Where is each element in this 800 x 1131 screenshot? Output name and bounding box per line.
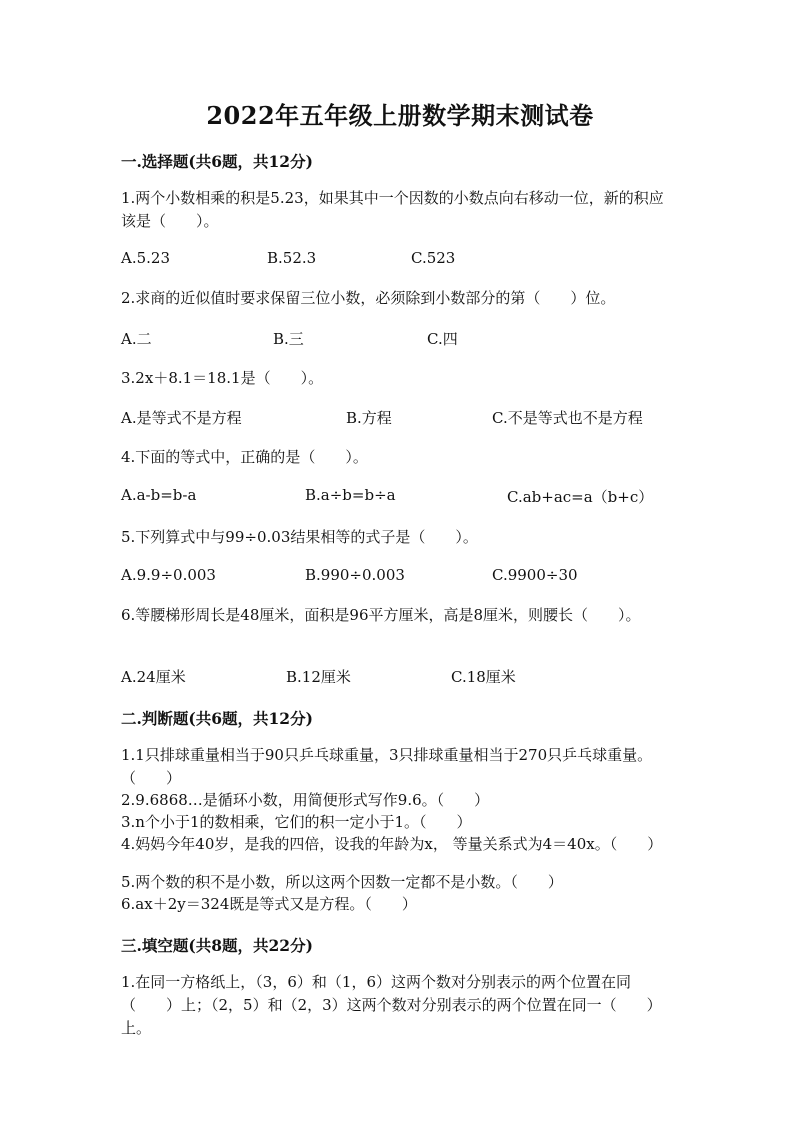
option-a: A.是等式不是方程 — [121, 409, 242, 427]
question-4-options — [121, 486, 681, 510]
question-1-options — [121, 249, 681, 273]
option-b: B.990÷0.003 — [305, 566, 405, 584]
option-b: B.52.3 — [267, 249, 317, 267]
option-c: C.523 — [411, 249, 456, 267]
judge-item-4: 4.妈妈今年40岁，是我的四倍，设我的年龄为x， 等量关系式为4＝40x。（ ） — [121, 835, 663, 853]
page-title: 2022年五年级上册数学期末测试卷 — [206, 101, 594, 130]
question-3: 3.2x＋8.1＝18.1是（ ）。 — [121, 369, 324, 387]
question-5-options — [121, 566, 681, 590]
option-a: A.二 — [121, 330, 152, 348]
option-b: B.方程 — [346, 409, 392, 427]
question-2-options — [121, 328, 681, 352]
question-2: 2.求商的近似值时要求保留三位小数，必须除到小数部分的第（ ）位。 — [121, 289, 616, 307]
question-3-options — [121, 407, 681, 431]
question-4: 4.下面的等式中，正确的是（ ）。 — [121, 448, 368, 466]
judge-item-1: 1.1只排球重量相当于90只乒乓球重量，3只排球重量相当于270只乒乓球重量。（ ） — [121, 746, 653, 787]
judge-item-2: 2.9.6868…是循环小数，用简便形式写作9.6。（ ） — [121, 791, 490, 809]
option-b: B.a÷b=b÷a — [305, 486, 396, 504]
section-heading-judge: 二.判断题(共6题，共12分) — [121, 709, 313, 728]
option-a: A.5.23 — [121, 249, 170, 267]
judge-item-6: 6.ax＋2y＝324既是等式又是方程。（ ） — [121, 895, 417, 913]
option-c: C.ab+ac=a（b+c） — [507, 488, 654, 506]
judge-item-5: 5.两个数的积不是小数，所以这两个因数一定都不是小数。（ ） — [121, 873, 563, 891]
option-c: C.四 — [427, 330, 458, 348]
section-heading-fill: 三.填空题(共8题，共22分) — [121, 936, 313, 955]
question-5: 5.下列算式中与99÷0.03结果相等的式子是（ ）。 — [121, 528, 478, 546]
judge-item-3: 3.n个小于1的数相乘，它们的积一定小于1。（ ） — [121, 813, 472, 831]
option-a: A.9.9÷0.003 — [121, 566, 216, 584]
fill-item-1: 1.在同一方格纸上，（3，6）和（1，6）这两个数对分别表示的两个位置在同（ ）上；（2，5）和（2，3）这两个数对分别表示的两个位置在同一（ ）上。 — [121, 973, 662, 1037]
option-c: C.18厘米 — [451, 668, 516, 686]
option-b: B.三 — [273, 330, 304, 348]
option-c: C.9900÷30 — [492, 566, 578, 584]
question-6-options — [121, 666, 681, 690]
option-b: B.12厘米 — [286, 668, 351, 686]
option-a: A.a-b=b-a — [121, 486, 197, 504]
option-c: C.不是等式也不是方程 — [492, 409, 643, 427]
question-6: 6.等腰梯形周长是48厘米，面积是96平方厘米，高是8厘米，则腰长（ ）。 — [121, 606, 641, 624]
option-a: A.24厘米 — [121, 668, 186, 686]
question-1: 1.两个小数相乘的积是5.23，如果其中一个因数的小数点向右移动一位，新的积应该是（ ）。 — [121, 189, 664, 230]
section-heading-choice: 一.选择题(共6题，共12分) — [121, 152, 313, 171]
